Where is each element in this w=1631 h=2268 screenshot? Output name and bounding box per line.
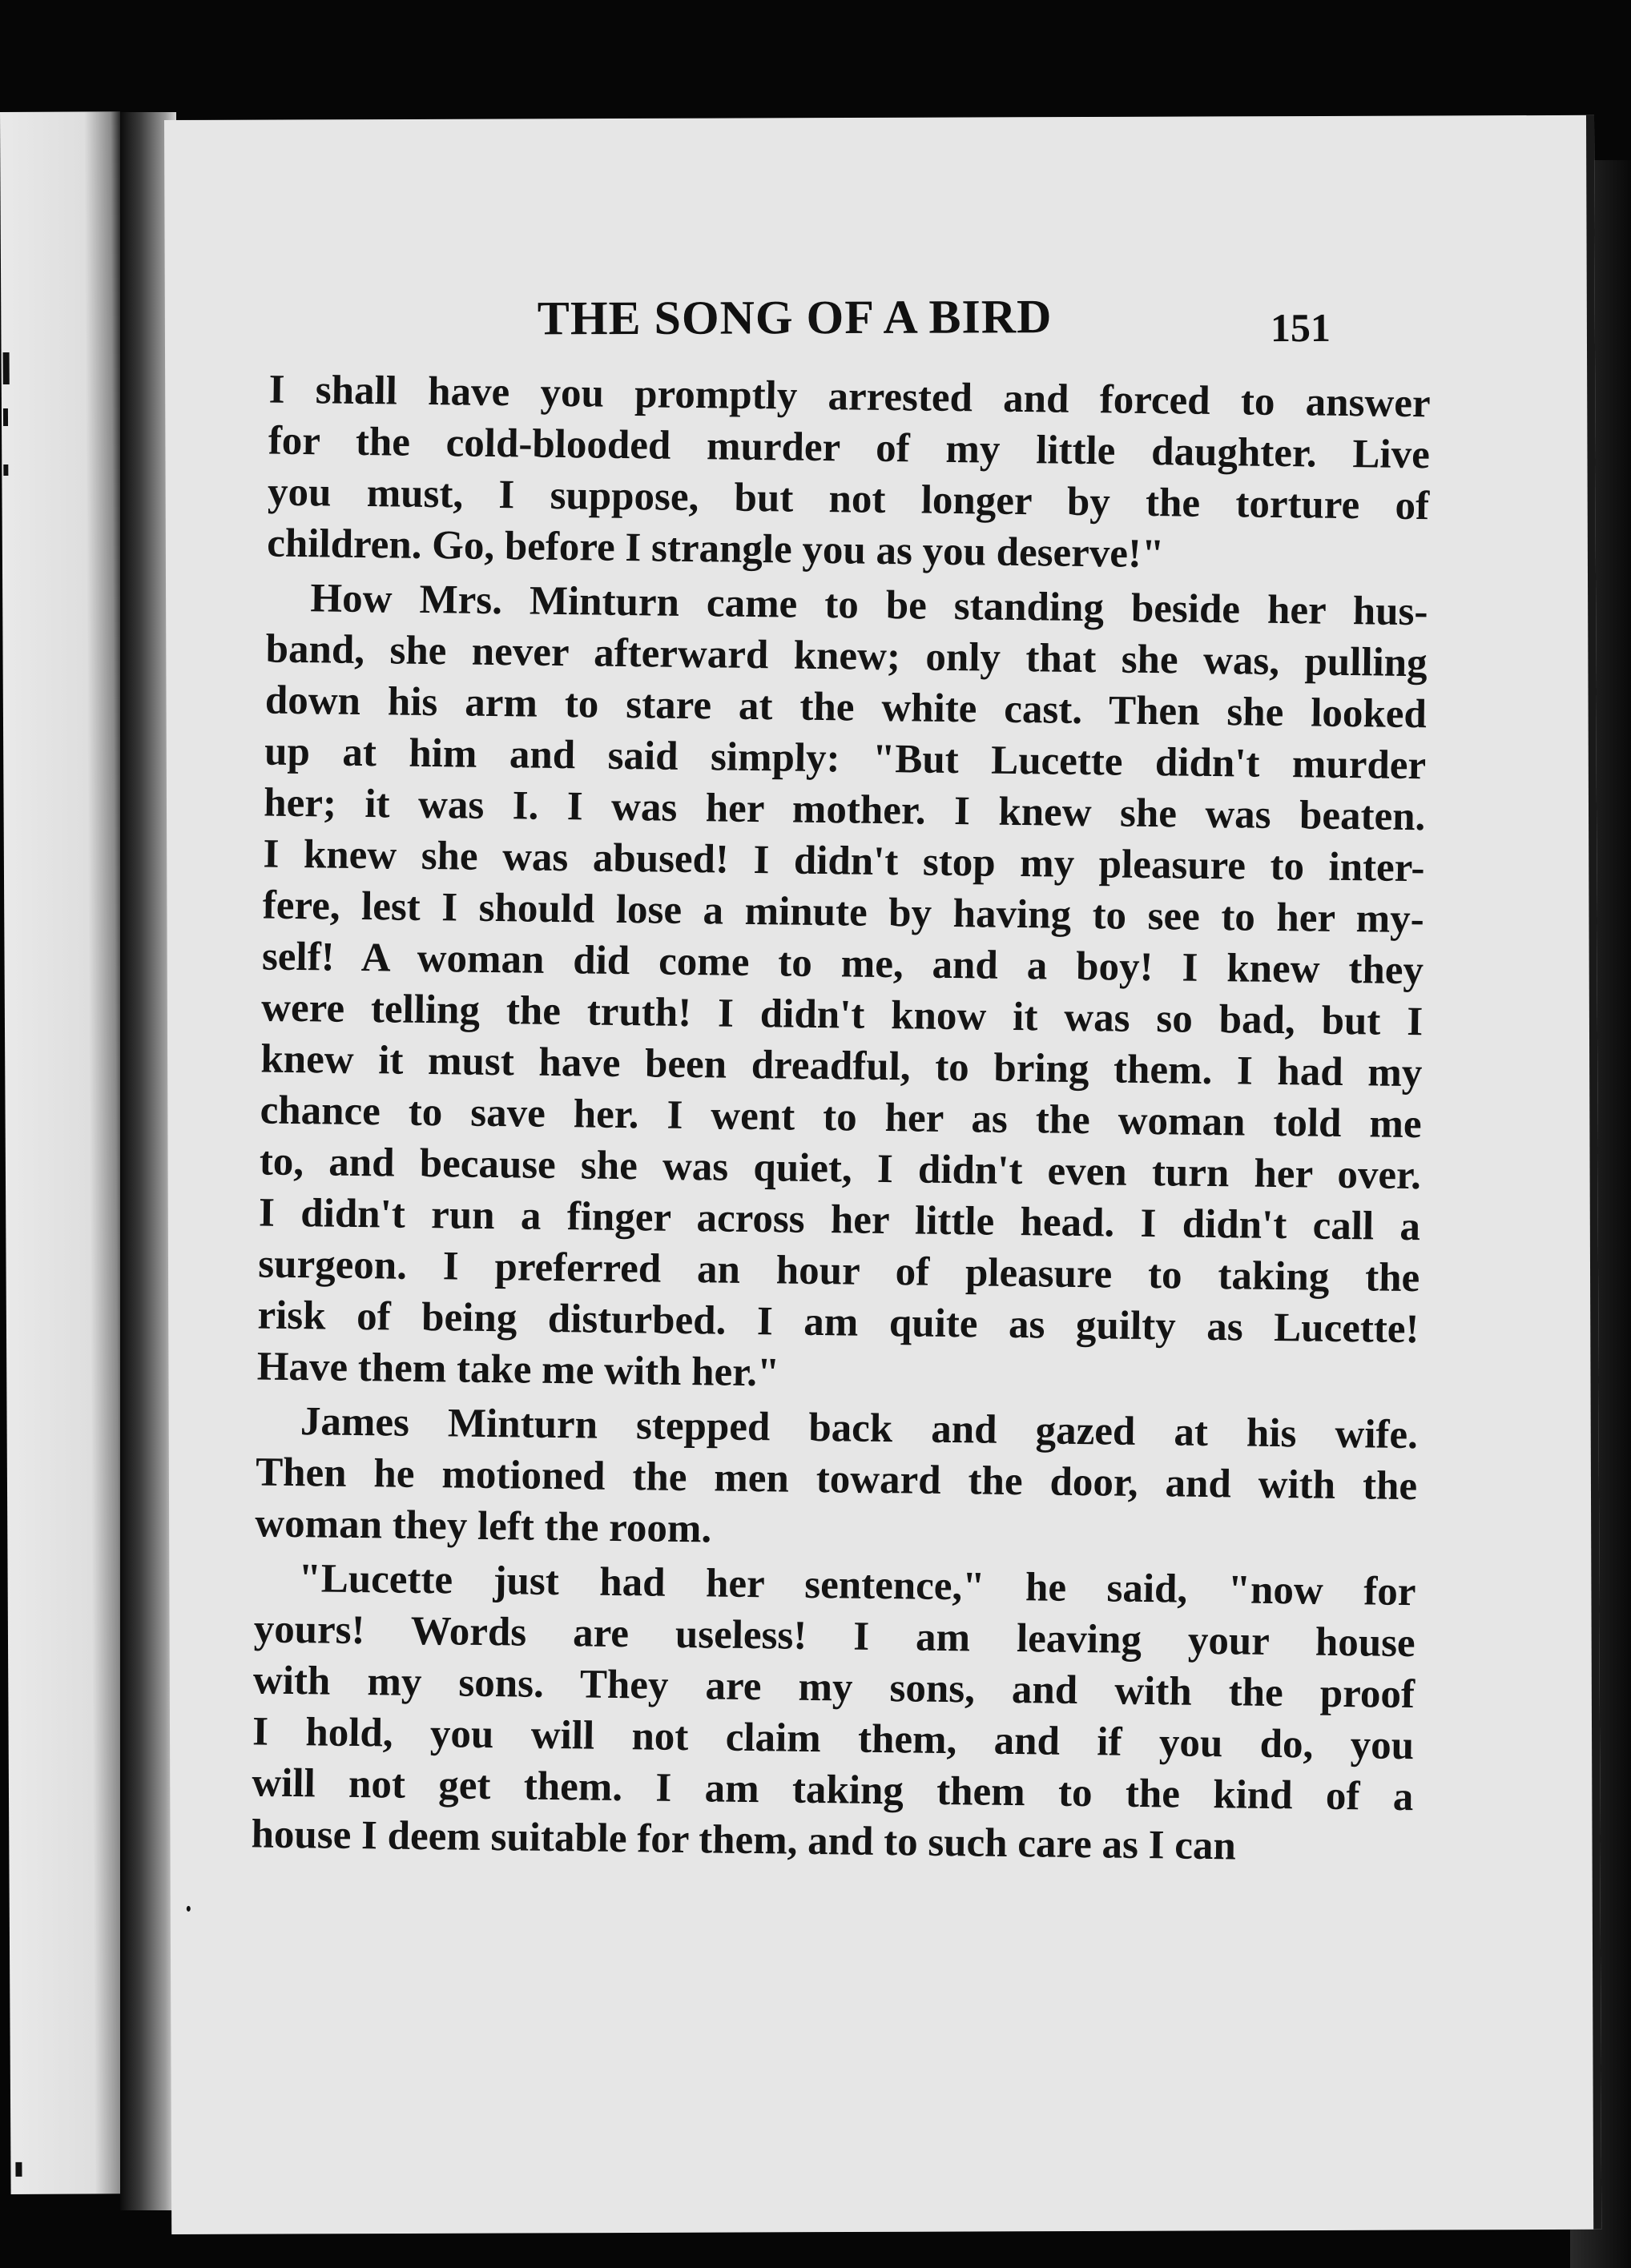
text-line: house I deem suitable for them, and to such care as I can <box>251 1812 1237 1869</box>
print-speck <box>187 1906 191 1912</box>
paragraph <box>256 573 1428 1407</box>
text-line: James Minturn stepped back and gazed at his wife. <box>300 1399 1419 1458</box>
facing-page-ink-mark <box>3 464 8 476</box>
text-line: children. Go, before I strangle you as you deserve!" <box>266 521 1165 577</box>
text-line: to, and because she was quiet, I didn't even turn her over. <box>259 1139 1422 1199</box>
paragraph <box>251 1552 1416 1874</box>
page-number: 151 <box>1270 304 1331 351</box>
text-line: surgeon. I preferred an hour of pleasure to taking the <box>257 1241 1420 1301</box>
text-line: How Mrs. Minturn came to be standing beside her hus- <box>310 576 1428 635</box>
text-line: I shall have you promptly arrested and forced to answer <box>268 367 1431 427</box>
text-line: up at him and said simply: "But Lucette didn't murder <box>264 729 1427 789</box>
text-line: were telling the truth! I didn't know it was so bad, but I <box>260 985 1424 1045</box>
text-line: will not get them. I am taking them to the kind of a <box>252 1760 1414 1820</box>
facing-page-ink-mark <box>3 408 8 426</box>
running-head-title: THE SONG OF A BIRD <box>537 290 1053 345</box>
facing-page-ink-mark <box>3 352 10 384</box>
text-line: I knew she was abused! I didn't stop my pleasure to inter- <box>263 831 1425 891</box>
text-line: I didn't run a finger across her little head. I didn't call a <box>258 1190 1421 1250</box>
paragraph <box>255 1395 1418 1563</box>
text-line: you must, I suppose, but not longer by the torture of <box>267 469 1430 529</box>
page-body-text <box>251 364 1431 1875</box>
paragraph <box>267 364 1431 584</box>
text-line: her; it was I. I was her mother. I knew she was beaten. <box>264 780 1426 840</box>
text-line: chance to save her. I went to her as the woman told me <box>260 1088 1422 1148</box>
text-line: woman they left the room. <box>255 1501 712 1552</box>
text-line: for the cold-blooded murder of my little daughter. Live <box>268 418 1431 478</box>
text-line: self! A woman did come to me, and a boy! I knew they <box>261 934 1424 994</box>
text-line: knew it must have been dreadful, to bring them. I had my <box>260 1036 1423 1096</box>
running-head <box>165 288 1587 364</box>
text-line: with my sons. They are my sons, and with the proof <box>252 1658 1416 1718</box>
text-line: Then he motioned the men toward the door, and with the <box>255 1450 1418 1510</box>
text-line: fere, lest I should lose a minute by having to see to her my- <box>262 883 1425 943</box>
facing-page-ink-mark <box>15 2162 22 2177</box>
text-line: risk of being disturbed. I am quite as guilty as Lucette! <box>257 1293 1420 1353</box>
facing-page-edge <box>0 111 131 2194</box>
text-line: yours! Words are useless! I am leaving your house <box>253 1606 1416 1667</box>
book-page <box>164 115 1601 2234</box>
text-line: I hold, you will not claim them, and if you do, you <box>252 1709 1415 1769</box>
text-line: down his arm to stare at the white cast. Then she looked <box>264 678 1428 738</box>
text-line: "Lucette just had her sentence," he said, "now for <box>298 1556 1416 1615</box>
text-line: Have them take me with her." <box>256 1344 780 1396</box>
text-line: band, she never afterward knew; only that she was, pulling <box>265 626 1428 686</box>
